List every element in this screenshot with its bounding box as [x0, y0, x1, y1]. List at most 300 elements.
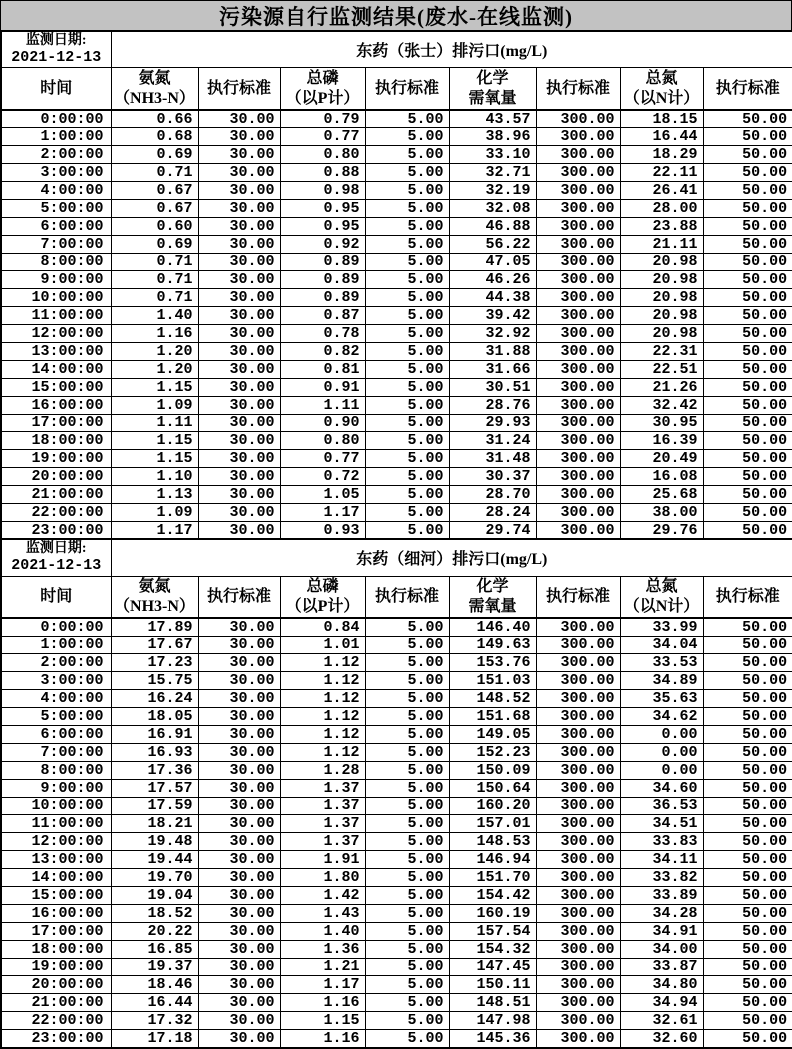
value-cell: 38.96 — [449, 128, 536, 146]
data-row — [1, 725, 792, 743]
value-cell: 149.63 — [449, 636, 536, 654]
value-cell: 300.00 — [536, 904, 620, 922]
value-cell: 300.00 — [536, 725, 620, 743]
time-cell: 12:00:00 — [1, 833, 111, 851]
value-cell: 1.15 — [280, 1012, 365, 1030]
value-cell: 148.51 — [449, 994, 536, 1012]
value-cell: 1.17 — [111, 521, 198, 539]
time-cell: 20:00:00 — [1, 468, 111, 486]
value-cell: 150.64 — [449, 779, 536, 797]
time-cell: 8:00:00 — [1, 761, 111, 779]
data-row — [1, 450, 792, 468]
value-cell: 17.32 — [111, 1012, 198, 1030]
value-cell: 30.00 — [198, 958, 280, 976]
value-cell: 0.82 — [280, 342, 365, 360]
value-cell: 50.00 — [703, 128, 792, 146]
time-cell: 14:00:00 — [1, 869, 111, 887]
value-cell: 19.04 — [111, 886, 198, 904]
value-cell: 160.20 — [449, 797, 536, 815]
value-cell: 5.00 — [365, 253, 449, 271]
value-cell: 5.00 — [365, 146, 449, 164]
value-cell: 30.00 — [198, 725, 280, 743]
value-cell: 5.00 — [365, 235, 449, 253]
time-cell: 10:00:00 — [1, 289, 111, 307]
value-cell: 50.00 — [703, 976, 792, 994]
column-header: 执行标准 — [198, 576, 280, 618]
value-cell: 5.00 — [365, 797, 449, 815]
value-cell: 0.95 — [280, 217, 365, 235]
value-cell: 50.00 — [703, 342, 792, 360]
value-cell: 50.00 — [703, 217, 792, 235]
value-cell: 20.98 — [620, 271, 703, 289]
data-row — [1, 128, 792, 146]
data-row — [1, 654, 792, 672]
time-cell: 15:00:00 — [1, 886, 111, 904]
value-cell: 0.98 — [280, 181, 365, 199]
value-cell: 50.00 — [703, 181, 792, 199]
value-cell: 50.00 — [703, 378, 792, 396]
value-cell: 146.40 — [449, 618, 536, 636]
value-cell: 300.00 — [536, 922, 620, 940]
value-cell: 32.71 — [449, 164, 536, 182]
value-cell: 30.00 — [198, 289, 280, 307]
value-cell: 0.89 — [280, 253, 365, 271]
value-cell: 300.00 — [536, 833, 620, 851]
value-cell: 0.84 — [280, 618, 365, 636]
data-row — [1, 994, 792, 1012]
data-row — [1, 958, 792, 976]
value-cell: 300.00 — [536, 468, 620, 486]
value-cell: 300.00 — [536, 450, 620, 468]
value-cell: 300.00 — [536, 743, 620, 761]
value-cell: 1.40 — [111, 307, 198, 325]
value-cell: 50.00 — [703, 307, 792, 325]
time-cell: 23:00:00 — [1, 521, 111, 539]
value-cell: 50.00 — [703, 486, 792, 504]
value-cell: 5.00 — [365, 654, 449, 672]
time-cell: 7:00:00 — [1, 743, 111, 761]
value-cell: 5.00 — [365, 468, 449, 486]
value-cell: 0.93 — [280, 521, 365, 539]
outfall-title-zhangshi: 东药（张士）排污口(mg/L) — [111, 31, 792, 68]
time-cell: 16:00:00 — [1, 904, 111, 922]
column-header: 执行标准 — [365, 576, 449, 618]
value-cell: 23.88 — [620, 217, 703, 235]
value-cell: 300.00 — [536, 976, 620, 994]
data-row — [1, 1012, 792, 1030]
value-cell: 30.00 — [198, 486, 280, 504]
value-cell: 16.44 — [111, 994, 198, 1012]
value-cell: 1.20 — [111, 360, 198, 378]
value-cell: 1.91 — [280, 851, 365, 869]
data-row — [1, 342, 792, 360]
value-cell: 18.29 — [620, 146, 703, 164]
time-cell: 4:00:00 — [1, 690, 111, 708]
data-row — [1, 325, 792, 343]
value-cell: 16.93 — [111, 743, 198, 761]
column-header: 执行标准 — [536, 68, 620, 110]
value-cell: 50.00 — [703, 672, 792, 690]
value-cell: 5.00 — [365, 199, 449, 217]
value-cell: 50.00 — [703, 164, 792, 182]
value-cell: 35.63 — [620, 690, 703, 708]
value-cell: 300.00 — [536, 690, 620, 708]
value-cell: 30.00 — [198, 432, 280, 450]
value-cell: 30.00 — [198, 904, 280, 922]
value-cell: 30.00 — [198, 618, 280, 636]
value-cell: 300.00 — [536, 271, 620, 289]
value-cell: 30.00 — [198, 743, 280, 761]
data-row — [1, 521, 792, 539]
value-cell: 30.00 — [198, 521, 280, 539]
value-cell: 22.11 — [620, 164, 703, 182]
value-cell: 1.37 — [280, 833, 365, 851]
data-row — [1, 869, 792, 887]
data-row — [1, 360, 792, 378]
value-cell: 1.12 — [280, 690, 365, 708]
value-cell: 31.88 — [449, 342, 536, 360]
data-row — [1, 851, 792, 869]
value-cell: 17.18 — [111, 1030, 198, 1048]
value-cell: 300.00 — [536, 307, 620, 325]
value-cell: 1.16 — [111, 325, 198, 343]
table-meta-row — [1, 539, 792, 576]
time-cell: 7:00:00 — [1, 235, 111, 253]
value-cell: 0.80 — [280, 146, 365, 164]
value-cell: 30.00 — [198, 654, 280, 672]
value-cell: 0.89 — [280, 271, 365, 289]
value-cell: 44.38 — [449, 289, 536, 307]
value-cell: 0.81 — [280, 360, 365, 378]
value-cell: 5.00 — [365, 289, 449, 307]
value-cell: 30.00 — [198, 468, 280, 486]
value-cell: 33.99 — [620, 618, 703, 636]
value-cell: 5.00 — [365, 110, 449, 128]
column-header: 总氮 （以N计） — [620, 576, 703, 618]
column-header: 时间 — [1, 68, 111, 110]
value-cell: 300.00 — [536, 146, 620, 164]
value-cell: 300.00 — [536, 958, 620, 976]
value-cell: 50.00 — [703, 325, 792, 343]
page-title: 污染源自行监测结果(废水-在线监测) — [0, 0, 792, 30]
value-cell: 5.00 — [365, 922, 449, 940]
value-cell: 30.00 — [198, 325, 280, 343]
value-cell: 147.98 — [449, 1012, 536, 1030]
column-header: 执行标准 — [536, 576, 620, 618]
value-cell: 30.00 — [198, 886, 280, 904]
value-cell: 20.49 — [620, 450, 703, 468]
time-cell: 0:00:00 — [1, 618, 111, 636]
value-cell: 30.00 — [198, 833, 280, 851]
value-cell: 150.11 — [449, 976, 536, 994]
column-header: 时间 — [1, 576, 111, 618]
value-cell: 50.00 — [703, 815, 792, 833]
value-cell: 50.00 — [703, 146, 792, 164]
time-cell: 9:00:00 — [1, 779, 111, 797]
value-cell: 34.11 — [620, 851, 703, 869]
data-row — [1, 253, 792, 271]
value-cell: 5.00 — [365, 761, 449, 779]
value-cell: 50.00 — [703, 708, 792, 726]
time-cell: 10:00:00 — [1, 797, 111, 815]
value-cell: 15.75 — [111, 672, 198, 690]
value-cell: 5.00 — [365, 994, 449, 1012]
value-cell: 0.60 — [111, 217, 198, 235]
value-cell: 50.00 — [703, 1012, 792, 1030]
value-cell: 17.59 — [111, 797, 198, 815]
value-cell: 5.00 — [365, 521, 449, 539]
time-cell: 18:00:00 — [1, 432, 111, 450]
value-cell: 30.00 — [198, 761, 280, 779]
value-cell: 36.53 — [620, 797, 703, 815]
value-cell: 30.00 — [198, 815, 280, 833]
value-cell: 5.00 — [365, 414, 449, 432]
value-cell: 34.80 — [620, 976, 703, 994]
value-cell: 0.79 — [280, 110, 365, 128]
value-cell: 5.00 — [365, 342, 449, 360]
value-cell: 300.00 — [536, 761, 620, 779]
value-cell: 50.00 — [703, 396, 792, 414]
value-cell: 28.24 — [449, 503, 536, 521]
data-row — [1, 940, 792, 958]
value-cell: 33.10 — [449, 146, 536, 164]
monitoring-table-xihe — [0, 538, 792, 1048]
value-cell: 30.00 — [198, 396, 280, 414]
value-cell: 148.52 — [449, 690, 536, 708]
data-row — [1, 414, 792, 432]
value-cell: 146.94 — [449, 851, 536, 869]
value-cell: 5.00 — [365, 779, 449, 797]
value-cell: 30.00 — [198, 217, 280, 235]
outfall-title-xihe: 东药（细河）排污口(mg/L) — [111, 539, 792, 576]
value-cell: 50.00 — [703, 833, 792, 851]
value-cell: 5.00 — [365, 450, 449, 468]
time-cell: 0:00:00 — [1, 110, 111, 128]
value-cell: 5.00 — [365, 378, 449, 396]
value-cell: 1.13 — [111, 486, 198, 504]
value-cell: 0.00 — [620, 743, 703, 761]
data-row — [1, 815, 792, 833]
value-cell: 43.57 — [449, 110, 536, 128]
data-row — [1, 217, 792, 235]
value-cell: 300.00 — [536, 235, 620, 253]
data-row — [1, 110, 792, 128]
data-row — [1, 636, 792, 654]
value-cell: 0.00 — [620, 761, 703, 779]
value-cell: 50.00 — [703, 958, 792, 976]
value-cell: 18.21 — [111, 815, 198, 833]
value-cell: 34.60 — [620, 779, 703, 797]
value-cell: 19.48 — [111, 833, 198, 851]
time-cell: 11:00:00 — [1, 815, 111, 833]
data-row — [1, 672, 792, 690]
value-cell: 30.95 — [620, 414, 703, 432]
data-row — [1, 503, 792, 521]
value-cell: 300.00 — [536, 378, 620, 396]
value-cell: 5.00 — [365, 618, 449, 636]
value-cell: 30.00 — [198, 146, 280, 164]
value-cell: 30.00 — [198, 414, 280, 432]
data-row — [1, 146, 792, 164]
value-cell: 300.00 — [536, 618, 620, 636]
value-cell: 38.00 — [620, 503, 703, 521]
value-cell: 1.10 — [111, 468, 198, 486]
value-cell: 1.12 — [280, 672, 365, 690]
value-cell: 17.36 — [111, 761, 198, 779]
value-cell: 5.00 — [365, 815, 449, 833]
value-cell: 145.36 — [449, 1030, 536, 1048]
data-row — [1, 199, 792, 217]
value-cell: 1.37 — [280, 797, 365, 815]
value-cell: 300.00 — [536, 199, 620, 217]
value-cell: 1.15 — [111, 378, 198, 396]
value-cell: 32.19 — [449, 181, 536, 199]
value-cell: 50.00 — [703, 235, 792, 253]
data-rows-xihe — [1, 618, 792, 1047]
value-cell: 34.00 — [620, 940, 703, 958]
value-cell: 30.00 — [198, 235, 280, 253]
value-cell: 16.39 — [620, 432, 703, 450]
value-cell: 34.04 — [620, 636, 703, 654]
value-cell: 34.94 — [620, 994, 703, 1012]
data-row — [1, 271, 792, 289]
value-cell: 30.00 — [198, 797, 280, 815]
data-row — [1, 396, 792, 414]
value-cell: 0.69 — [111, 146, 198, 164]
time-cell: 8:00:00 — [1, 253, 111, 271]
value-cell: 21.26 — [620, 378, 703, 396]
value-cell: 50.00 — [703, 922, 792, 940]
value-cell: 150.09 — [449, 761, 536, 779]
value-cell: 56.22 — [449, 235, 536, 253]
time-cell: 17:00:00 — [1, 922, 111, 940]
time-cell: 13:00:00 — [1, 342, 111, 360]
value-cell: 50.00 — [703, 289, 792, 307]
value-cell: 153.76 — [449, 654, 536, 672]
value-cell: 1.28 — [280, 761, 365, 779]
value-cell: 32.60 — [620, 1030, 703, 1048]
time-cell: 6:00:00 — [1, 217, 111, 235]
value-cell: 33.53 — [620, 654, 703, 672]
value-cell: 151.03 — [449, 672, 536, 690]
data-row — [1, 743, 792, 761]
data-row — [1, 976, 792, 994]
value-cell: 50.00 — [703, 690, 792, 708]
value-cell: 300.00 — [536, 708, 620, 726]
value-cell: 30.00 — [198, 994, 280, 1012]
value-cell: 31.24 — [449, 432, 536, 450]
value-cell: 32.08 — [449, 199, 536, 217]
value-cell: 1.01 — [280, 636, 365, 654]
value-cell: 300.00 — [536, 869, 620, 887]
value-cell: 29.93 — [449, 414, 536, 432]
column-header: 执行标准 — [703, 576, 792, 618]
value-cell: 0.90 — [280, 414, 365, 432]
value-cell: 33.82 — [620, 869, 703, 887]
value-cell: 50.00 — [703, 468, 792, 486]
value-cell: 5.00 — [365, 360, 449, 378]
value-cell: 22.51 — [620, 360, 703, 378]
value-cell: 0.89 — [280, 289, 365, 307]
value-cell: 0.72 — [280, 468, 365, 486]
value-cell: 149.05 — [449, 725, 536, 743]
value-cell: 5.00 — [365, 432, 449, 450]
data-row — [1, 922, 792, 940]
value-cell: 300.00 — [536, 217, 620, 235]
value-cell: 30.00 — [198, 360, 280, 378]
data-row — [1, 432, 792, 450]
value-cell: 0.71 — [111, 289, 198, 307]
value-cell: 300.00 — [536, 181, 620, 199]
value-cell: 30.00 — [198, 690, 280, 708]
time-cell: 14:00:00 — [1, 360, 111, 378]
value-cell: 1.12 — [280, 708, 365, 726]
column-header: 执行标准 — [198, 68, 280, 110]
value-cell: 0.91 — [280, 378, 365, 396]
value-cell: 30.00 — [198, 851, 280, 869]
value-cell: 22.31 — [620, 342, 703, 360]
value-cell: 19.37 — [111, 958, 198, 976]
value-cell: 0.71 — [111, 253, 198, 271]
data-row — [1, 886, 792, 904]
value-cell: 300.00 — [536, 110, 620, 128]
value-cell: 32.42 — [620, 396, 703, 414]
time-cell: 5:00:00 — [1, 708, 111, 726]
value-cell: 300.00 — [536, 289, 620, 307]
value-cell: 18.52 — [111, 904, 198, 922]
value-cell: 31.66 — [449, 360, 536, 378]
value-cell: 0.71 — [111, 271, 198, 289]
data-row — [1, 289, 792, 307]
value-cell: 1.16 — [280, 994, 365, 1012]
value-cell: 16.08 — [620, 468, 703, 486]
value-cell: 157.01 — [449, 815, 536, 833]
value-cell: 0.71 — [111, 164, 198, 182]
value-cell: 47.05 — [449, 253, 536, 271]
value-cell: 50.00 — [703, 199, 792, 217]
value-cell: 1.15 — [111, 432, 198, 450]
value-cell: 151.68 — [449, 708, 536, 726]
value-cell: 50.00 — [703, 503, 792, 521]
column-header: 化学 需氧量 — [449, 68, 536, 110]
value-cell: 30.00 — [198, 636, 280, 654]
data-row — [1, 761, 792, 779]
value-cell: 147.45 — [449, 958, 536, 976]
value-cell: 31.48 — [449, 450, 536, 468]
value-cell: 300.00 — [536, 1030, 620, 1048]
value-cell: 5.00 — [365, 690, 449, 708]
value-cell: 17.89 — [111, 618, 198, 636]
value-cell: 34.91 — [620, 922, 703, 940]
value-cell: 50.00 — [703, 869, 792, 887]
value-cell: 30.00 — [198, 378, 280, 396]
value-cell: 30.00 — [198, 164, 280, 182]
value-cell: 300.00 — [536, 815, 620, 833]
time-cell: 22:00:00 — [1, 503, 111, 521]
column-header-row — [1, 68, 792, 110]
time-cell: 2:00:00 — [1, 654, 111, 672]
value-cell: 152.23 — [449, 743, 536, 761]
value-cell: 50.00 — [703, 432, 792, 450]
value-cell: 26.41 — [620, 181, 703, 199]
value-cell: 151.70 — [449, 869, 536, 887]
value-cell: 154.42 — [449, 886, 536, 904]
value-cell: 28.76 — [449, 396, 536, 414]
value-cell: 50.00 — [703, 253, 792, 271]
value-cell: 1.12 — [280, 725, 365, 743]
value-cell: 50.00 — [703, 761, 792, 779]
value-cell: 0.80 — [280, 432, 365, 450]
